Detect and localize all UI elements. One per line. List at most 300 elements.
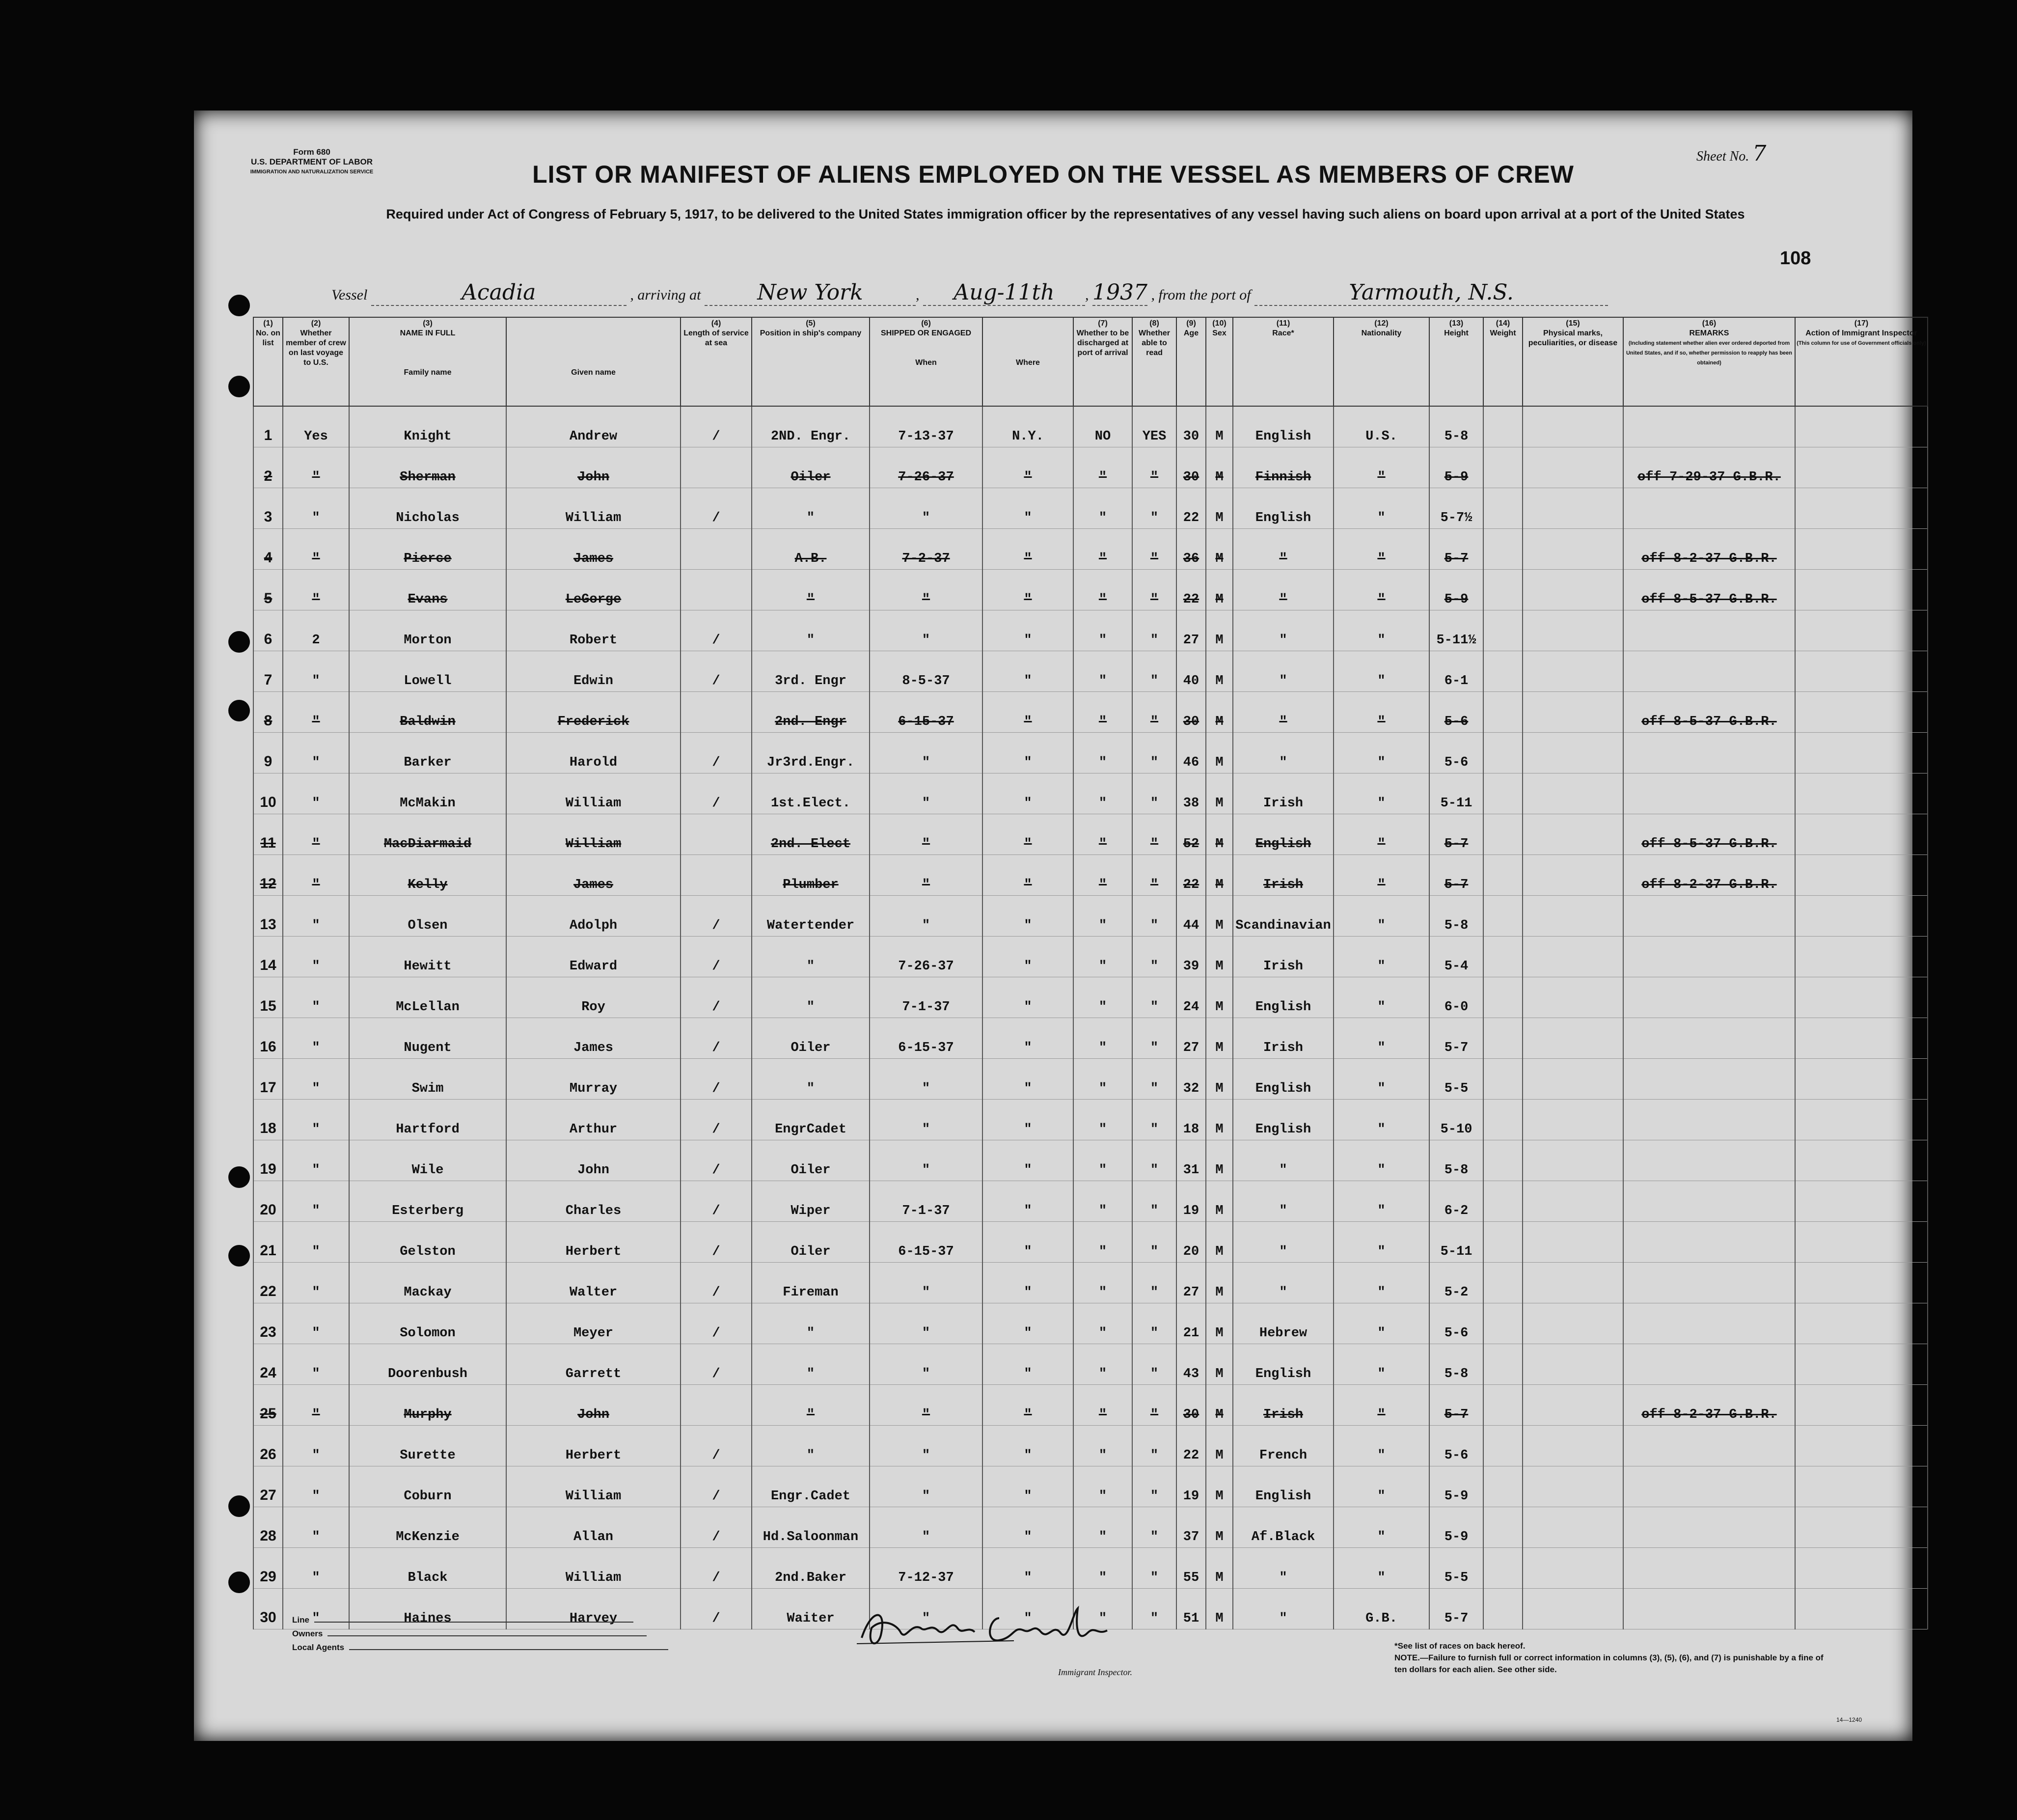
table-row: [253, 406, 1928, 447]
shipped-where-cell: ": [982, 1263, 1073, 1303]
weight-cell: [1483, 406, 1523, 447]
previous-voyage-cell: ": [283, 570, 349, 610]
weight-cell: [1483, 447, 1523, 488]
arrival-year: 1937: [1092, 280, 1147, 305]
sex-cell: M: [1206, 896, 1233, 937]
sex-cell: M: [1206, 610, 1233, 651]
age-cell: 22: [1176, 488, 1206, 529]
sex-cell: M: [1206, 937, 1233, 977]
sex-cell: M: [1206, 1344, 1233, 1385]
read-cell: ": [1132, 1344, 1176, 1385]
service-cell: /: [681, 937, 752, 977]
nationality-cell: ": [1334, 692, 1429, 733]
height-cell: 5-11½: [1429, 610, 1483, 651]
position-cell: Oiler: [752, 1222, 870, 1263]
table-row: [253, 570, 1928, 610]
previous-voyage-cell: ": [283, 1426, 349, 1466]
binder-hole: [228, 1166, 250, 1188]
shipped-when-cell: ": [870, 896, 982, 937]
previous-voyage-cell: ": [283, 1385, 349, 1426]
previous-voyage-cell: ": [283, 1018, 349, 1059]
row-number: 13: [253, 896, 283, 937]
age-cell: 22: [1176, 855, 1206, 896]
family-name-cell: Evans: [349, 570, 506, 610]
inspector-action-cell: [1795, 977, 1928, 1018]
position-cell: EngrCadet: [752, 1100, 870, 1140]
shipped-when-cell: ": [870, 1589, 982, 1629]
service-cell: /: [681, 610, 752, 651]
inspector-action-cell: [1795, 733, 1928, 773]
height-cell: 5-6: [1429, 733, 1483, 773]
race-cell: English: [1233, 1059, 1334, 1100]
age-cell: 43: [1176, 1344, 1206, 1385]
nationality-cell: ": [1334, 570, 1429, 610]
sex-cell: M: [1206, 692, 1233, 733]
weight-cell: [1483, 1181, 1523, 1222]
read-cell: ": [1132, 1385, 1176, 1426]
shipped-where-cell: ": [982, 733, 1073, 773]
row-number: 6: [253, 610, 283, 651]
previous-voyage-cell: ": [283, 529, 349, 570]
remarks-cell: [1623, 896, 1795, 937]
read-cell: ": [1132, 488, 1176, 529]
shipped-where-cell: ": [982, 855, 1073, 896]
height-cell: 5-7: [1429, 814, 1483, 855]
remarks-cell: [1623, 1466, 1795, 1507]
discharged-cell: ": [1073, 1385, 1132, 1426]
weight-cell: [1483, 1100, 1523, 1140]
weight-cell: [1483, 1263, 1523, 1303]
height-cell: 5-4: [1429, 937, 1483, 977]
binder-hole: [228, 631, 250, 653]
inspector-action-cell: [1795, 1426, 1928, 1466]
inspector-action-cell: [1795, 1140, 1928, 1181]
race-cell: ": [1233, 610, 1334, 651]
shipped-when-cell: ": [870, 1426, 982, 1466]
inspector-action-cell: [1795, 1344, 1928, 1385]
shipped-where-cell: ": [982, 1100, 1073, 1140]
service-cell: /: [681, 977, 752, 1018]
physical-marks-cell: [1523, 610, 1623, 651]
row-number: 12: [253, 855, 283, 896]
table-row: [253, 447, 1928, 488]
sex-cell: M: [1206, 1426, 1233, 1466]
previous-voyage-cell: ": [283, 1548, 349, 1589]
table-row: [253, 1385, 1928, 1426]
sheet-number-value: 7: [1752, 141, 1767, 166]
family-name-cell: Knight: [349, 406, 506, 447]
table-row: [253, 1426, 1928, 1466]
nationality-cell: ": [1334, 1059, 1429, 1100]
weight-cell: [1483, 855, 1523, 896]
sex-cell: M: [1206, 1385, 1233, 1426]
header-physical-marks: (15) Physical marks, peculiarities, or disease: [1523, 317, 1623, 406]
header-discharged: (7) Whether to be discharged at port of arrival: [1073, 317, 1132, 406]
given-name-cell: James: [506, 1018, 681, 1059]
inspector-action-cell: [1795, 1466, 1928, 1507]
remarks-cell: [1623, 773, 1795, 814]
read-cell: ": [1132, 570, 1176, 610]
age-cell: 27: [1176, 1263, 1206, 1303]
shipped-where-cell: ": [982, 488, 1073, 529]
service-cell: /: [681, 1181, 752, 1222]
race-cell: English: [1233, 1344, 1334, 1385]
read-cell: ": [1132, 1181, 1176, 1222]
header-sex: (10) Sex: [1206, 317, 1233, 406]
row-number: 18: [253, 1100, 283, 1140]
family-name-cell: Swim: [349, 1059, 506, 1100]
height-cell: 5-6: [1429, 692, 1483, 733]
nationality-cell: ": [1334, 1548, 1429, 1589]
sex-cell: M: [1206, 1100, 1233, 1140]
table-row: [253, 692, 1928, 733]
remarks-cell: off 8-5-37 G.B.R.: [1623, 692, 1795, 733]
given-name-cell: William: [506, 773, 681, 814]
physical-marks-cell: [1523, 651, 1623, 692]
table-row: [253, 651, 1928, 692]
inspector-action-cell: [1795, 529, 1928, 570]
age-cell: 51: [1176, 1589, 1206, 1629]
inspector-signature: [852, 1599, 1186, 1657]
age-cell: 22: [1176, 1426, 1206, 1466]
table-row: [253, 814, 1928, 855]
discharged-cell: NO: [1073, 406, 1132, 447]
discharged-cell: ": [1073, 610, 1132, 651]
height-cell: 5-10: [1429, 1100, 1483, 1140]
physical-marks-cell: [1523, 1100, 1623, 1140]
line-field: Line: [292, 1613, 668, 1627]
given-name-cell: Adolph: [506, 896, 681, 937]
age-cell: 19: [1176, 1466, 1206, 1507]
nationality-cell: ": [1334, 1466, 1429, 1507]
shipped-where-cell: ": [982, 1589, 1073, 1629]
form-number: Form 680: [293, 147, 330, 157]
service-cell: /: [681, 1303, 752, 1344]
penalty-note: NOTE.—Failure to furnish full or correct information in columns (3), (5), (6), and (7) is punishable by a fine of ten dollars for each alien. See other side.: [1394, 1653, 1824, 1674]
table-row: [253, 1263, 1928, 1303]
shipped-where-cell: ": [982, 1466, 1073, 1507]
race-cell: Irish: [1233, 773, 1334, 814]
given-name-cell: James: [506, 855, 681, 896]
family-name-cell: Nicholas: [349, 488, 506, 529]
discharged-cell: ": [1073, 814, 1132, 855]
service-cell: /: [681, 1426, 752, 1466]
position-cell: ": [752, 570, 870, 610]
weight-cell: [1483, 1059, 1523, 1100]
discharged-cell: ": [1073, 1100, 1132, 1140]
header-age: (9) Age: [1176, 317, 1206, 406]
inspector-action-cell: [1795, 447, 1928, 488]
weight-cell: [1483, 1466, 1523, 1507]
row-number: 26: [253, 1426, 283, 1466]
physical-marks-cell: [1523, 1018, 1623, 1059]
shipped-when-cell: ": [870, 570, 982, 610]
service-cell: /: [681, 733, 752, 773]
nationality-cell: ": [1334, 855, 1429, 896]
service-cell: /: [681, 1589, 752, 1629]
position-cell: 2nd.Baker: [752, 1548, 870, 1589]
age-cell: 30: [1176, 447, 1206, 488]
table-row: [253, 1303, 1928, 1344]
service-cell: [681, 570, 752, 610]
shipped-where-cell: ": [982, 570, 1073, 610]
inspector-action-cell: [1795, 1059, 1928, 1100]
header-height: (13) Height: [1429, 317, 1483, 406]
given-name-cell: Arthur: [506, 1100, 681, 1140]
discharged-cell: ": [1073, 1018, 1132, 1059]
family-name-cell: Murphy: [349, 1385, 506, 1426]
inspector-action-cell: [1795, 1548, 1928, 1589]
given-name-cell: Charles: [506, 1181, 681, 1222]
discharged-cell: ": [1073, 1303, 1132, 1344]
position-cell: 2nd. Engr: [752, 692, 870, 733]
discharged-cell: ": [1073, 1344, 1132, 1385]
remarks-cell: [1623, 977, 1795, 1018]
read-cell: ": [1132, 773, 1176, 814]
sex-cell: M: [1206, 1303, 1233, 1344]
position-cell: ": [752, 937, 870, 977]
service-cell: [681, 529, 752, 570]
physical-marks-cell: [1523, 1140, 1623, 1181]
inspector-action-cell: [1795, 651, 1928, 692]
height-cell: 6-2: [1429, 1181, 1483, 1222]
shipped-when-cell: 7-1-37: [870, 1181, 982, 1222]
table-row: [253, 1507, 1928, 1548]
nationality-cell: ": [1334, 896, 1429, 937]
read-cell: ": [1132, 733, 1176, 773]
read-cell: YES: [1132, 406, 1176, 447]
position-cell: Engr.Cadet: [752, 1466, 870, 1507]
arrival-date: Aug-11th: [923, 280, 1085, 306]
family-name-cell: Kelly: [349, 855, 506, 896]
owners-field: Owners: [292, 1627, 668, 1641]
discharged-cell: ": [1073, 570, 1132, 610]
nationality-cell: ": [1334, 1263, 1429, 1303]
weight-cell: [1483, 1548, 1523, 1589]
given-name-cell: Herbert: [506, 1426, 681, 1466]
remarks-cell: off 8-2-37 G.B.R.: [1623, 855, 1795, 896]
sex-cell: M: [1206, 1059, 1233, 1100]
table-row: [253, 1100, 1928, 1140]
height-cell: 5-7½: [1429, 488, 1483, 529]
shipped-where-cell: ": [982, 1018, 1073, 1059]
inspector-action-cell: [1795, 1303, 1928, 1344]
service-cell: /: [681, 1222, 752, 1263]
physical-marks-cell: [1523, 733, 1623, 773]
table-row: [253, 1548, 1928, 1589]
family-name-cell: Morton: [349, 610, 506, 651]
weight-cell: [1483, 1344, 1523, 1385]
age-cell: 20: [1176, 1222, 1206, 1263]
nationality-cell: U.S.: [1334, 406, 1429, 447]
service-cell: /: [681, 1059, 752, 1100]
age-cell: 27: [1176, 1018, 1206, 1059]
position-cell: ": [752, 977, 870, 1018]
sex-cell: M: [1206, 651, 1233, 692]
given-name-cell: Edward: [506, 937, 681, 977]
age-cell: 30: [1176, 406, 1206, 447]
shipped-when-cell: 8-5-37: [870, 651, 982, 692]
height-cell: 5-9: [1429, 447, 1483, 488]
sex-cell: M: [1206, 1222, 1233, 1263]
read-cell: ": [1132, 651, 1176, 692]
read-cell: ": [1132, 447, 1176, 488]
nationality-cell: ": [1334, 1222, 1429, 1263]
row-number: 27: [253, 1466, 283, 1507]
family-name-cell: Coburn: [349, 1466, 506, 1507]
remarks-cell: off 8-5-37 G.B.R.: [1623, 570, 1795, 610]
race-cell: ": [1233, 1181, 1334, 1222]
service-cell: /: [681, 1344, 752, 1385]
shipped-when-cell: ": [870, 1507, 982, 1548]
nationality-cell: ": [1334, 937, 1429, 977]
race-cell: ": [1233, 651, 1334, 692]
position-cell: Jr3rd.Engr.: [752, 733, 870, 773]
family-name-cell: Mackay: [349, 1263, 506, 1303]
previous-voyage-cell: ": [283, 1059, 349, 1100]
nationality-cell: ": [1334, 1181, 1429, 1222]
inspector-action-cell: [1795, 1222, 1928, 1263]
race-cell: English: [1233, 814, 1334, 855]
inspector-action-cell: [1795, 937, 1928, 977]
read-cell: ": [1132, 937, 1176, 977]
shipped-where-cell: ": [982, 610, 1073, 651]
shipped-when-cell: ": [870, 733, 982, 773]
race-cell: English: [1233, 488, 1334, 529]
shipped-when-cell: 7-1-37: [870, 977, 982, 1018]
read-cell: ": [1132, 814, 1176, 855]
position-cell: ": [752, 488, 870, 529]
previous-voyage-cell: ": [283, 1140, 349, 1181]
nationality-cell: ": [1334, 1018, 1429, 1059]
physical-marks-cell: [1523, 896, 1623, 937]
family-name-cell: Esterberg: [349, 1181, 506, 1222]
physical-marks-cell: [1523, 1466, 1623, 1507]
age-cell: 27: [1176, 610, 1206, 651]
row-number: 14: [253, 937, 283, 977]
read-cell: ": [1132, 1263, 1176, 1303]
given-name-cell: Garrett: [506, 1344, 681, 1385]
service-cell: /: [681, 1140, 752, 1181]
read-cell: ": [1132, 1589, 1176, 1629]
row-number: 21: [253, 1222, 283, 1263]
sex-cell: M: [1206, 529, 1233, 570]
position-cell: 3rd. Engr: [752, 651, 870, 692]
shipped-when-cell: ": [870, 1100, 982, 1140]
inspector-action-cell: [1795, 610, 1928, 651]
row-number: 2: [253, 447, 283, 488]
given-name-cell: Frederick: [506, 692, 681, 733]
discharged-cell: ": [1073, 1589, 1132, 1629]
position-cell: ": [752, 1059, 870, 1100]
family-name-cell: Wile: [349, 1140, 506, 1181]
family-name-cell: Black: [349, 1548, 506, 1589]
shipped-where-cell: ": [982, 937, 1073, 977]
shipped-when-cell: ": [870, 1263, 982, 1303]
service-cell: /: [681, 1263, 752, 1303]
vessel-label: Vessel: [331, 287, 368, 303]
crew-table: [253, 317, 1928, 1629]
given-name-cell: William: [506, 1466, 681, 1507]
family-name-cell: Haines: [349, 1589, 506, 1629]
row-number: 7: [253, 651, 283, 692]
position-cell: 2nd. Elect: [752, 814, 870, 855]
previous-voyage-cell: ": [283, 1589, 349, 1629]
shipped-when-cell: 7-12-37: [870, 1548, 982, 1589]
service-name: IMMIGRATION AND NATURALIZATION SERVICE: [250, 169, 374, 175]
family-name-cell: Barker: [349, 733, 506, 773]
given-name-cell: Herbert: [506, 1222, 681, 1263]
shipped-where-cell: N.Y.: [982, 406, 1073, 447]
given-name-cell: James: [506, 529, 681, 570]
shipped-when-cell: ": [870, 1140, 982, 1181]
age-cell: 39: [1176, 937, 1206, 977]
shipped-when-cell: ": [870, 610, 982, 651]
previous-voyage-cell: ": [283, 896, 349, 937]
position-cell: Fireman: [752, 1263, 870, 1303]
shipped-where-cell: ": [982, 692, 1073, 733]
physical-marks-cell: [1523, 1222, 1623, 1263]
weight-cell: [1483, 1222, 1523, 1263]
physical-marks-cell: [1523, 1059, 1623, 1100]
header-shipped-when: (6) SHIPPED OR ENGAGED When: [870, 317, 982, 406]
agents-field: Local Agents: [292, 1641, 668, 1655]
service-cell: [681, 692, 752, 733]
height-cell: 5-7: [1429, 1589, 1483, 1629]
shipped-when-cell: 7-26-37: [870, 937, 982, 977]
discharged-cell: ": [1073, 488, 1132, 529]
inspector-label: Immigrant Inspector.: [1058, 1667, 1132, 1677]
service-cell: /: [681, 1507, 752, 1548]
race-cell: ": [1233, 1263, 1334, 1303]
previous-voyage-cell: ": [283, 1222, 349, 1263]
height-cell: 5-5: [1429, 1059, 1483, 1100]
shipped-when-cell: ": [870, 773, 982, 814]
read-cell: ": [1132, 1426, 1176, 1466]
race-cell: English: [1233, 1100, 1334, 1140]
sex-cell: M: [1206, 977, 1233, 1018]
age-cell: 19: [1176, 1181, 1206, 1222]
header-nationality: (12) Nationality: [1334, 317, 1429, 406]
sex-cell: M: [1206, 1263, 1233, 1303]
family-name-cell: Solomon: [349, 1303, 506, 1344]
sex-cell: M: [1206, 814, 1233, 855]
nationality-cell: ": [1334, 529, 1429, 570]
remarks-cell: off 7-29-37 G.B.R.: [1623, 447, 1795, 488]
remarks-cell: [1623, 610, 1795, 651]
nationality-cell: ": [1334, 977, 1429, 1018]
row-number: 10: [253, 773, 283, 814]
physical-marks-cell: [1523, 1426, 1623, 1466]
age-cell: 44: [1176, 896, 1206, 937]
row-number: 30: [253, 1589, 283, 1629]
nationality-cell: ": [1334, 773, 1429, 814]
inspector-action-cell: [1795, 1263, 1928, 1303]
physical-marks-cell: [1523, 488, 1623, 529]
shipped-where-cell: ": [982, 977, 1073, 1018]
position-cell: ": [752, 1344, 870, 1385]
weight-cell: [1483, 1018, 1523, 1059]
given-name-cell: Robert: [506, 610, 681, 651]
weight-cell: [1483, 529, 1523, 570]
read-cell: ": [1132, 977, 1176, 1018]
discharged-cell: ": [1073, 855, 1132, 896]
read-cell: ": [1132, 610, 1176, 651]
read-cell: ": [1132, 1466, 1176, 1507]
inspector-action-cell: [1795, 814, 1928, 855]
given-name-cell: William: [506, 1548, 681, 1589]
age-cell: 31: [1176, 1140, 1206, 1181]
